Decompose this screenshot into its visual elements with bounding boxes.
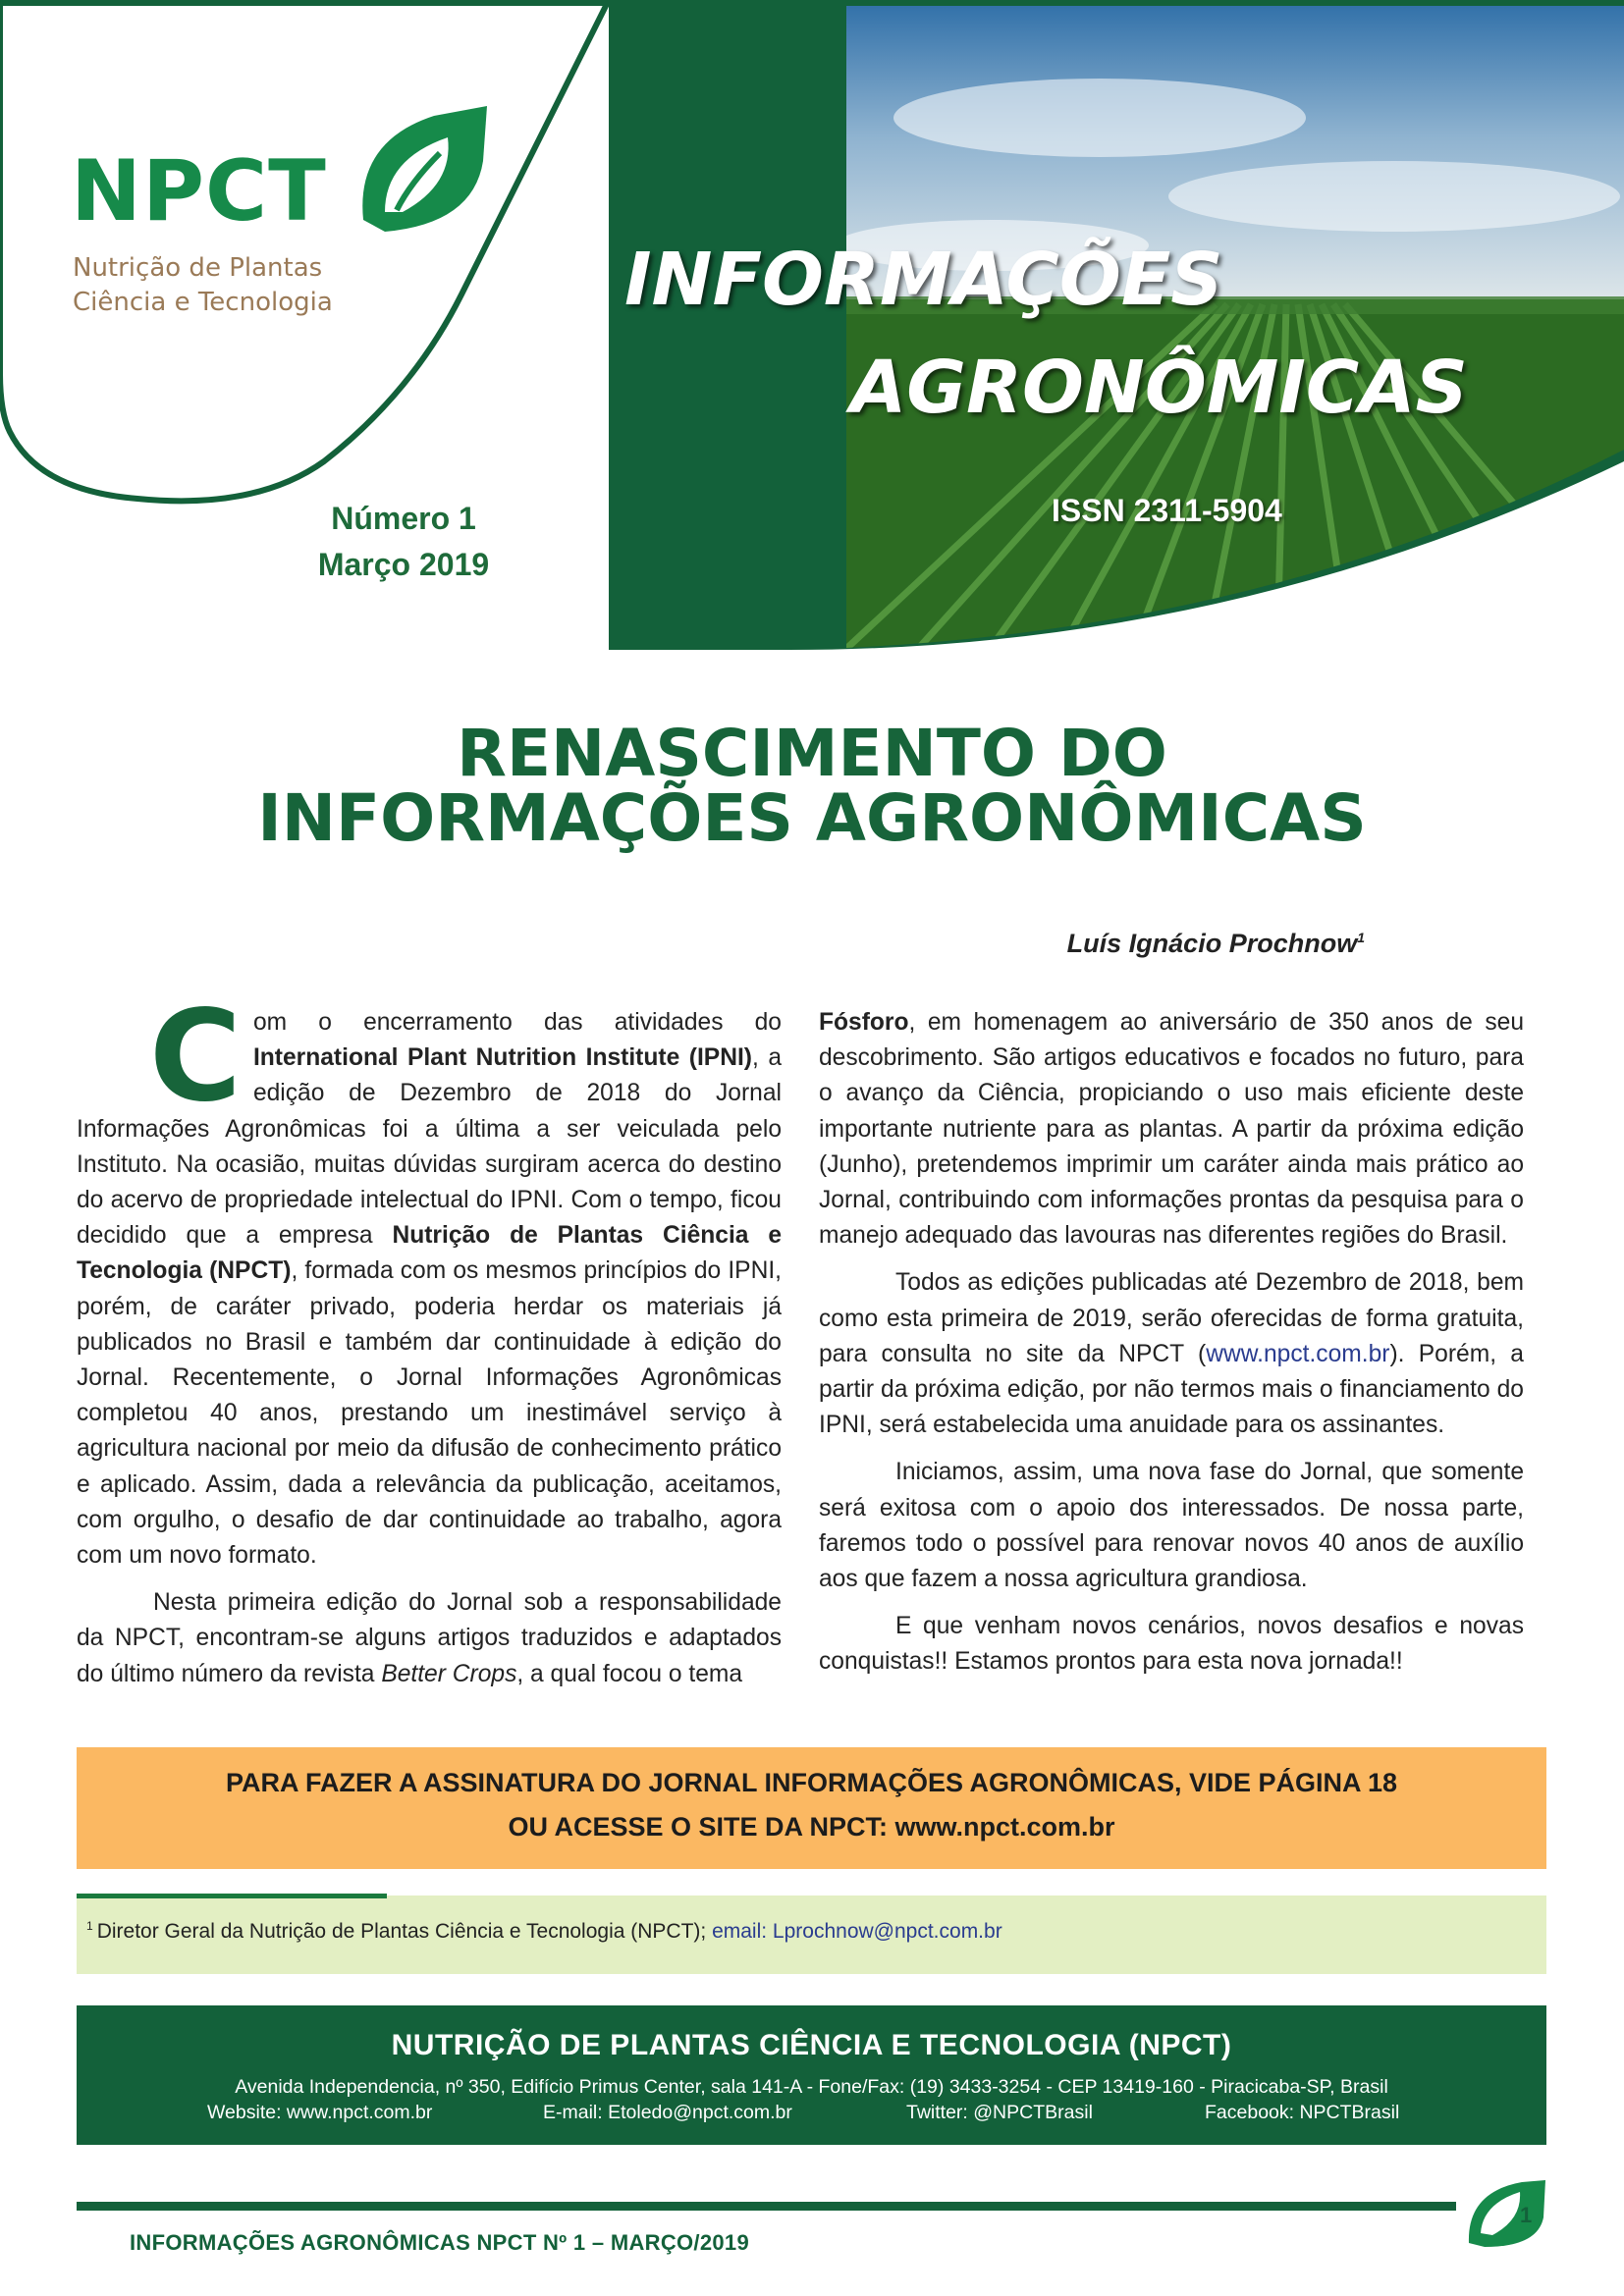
paragraph-1 bbox=[77, 984, 783, 1574]
organization-website-link[interactable]: Website: www.npct.com.br bbox=[207, 2102, 433, 2123]
text-run: , em homenagem ao aniversário de 350 anos de seu descobrimento. São artigos educativos e focados no futuro, para o avanço da Ciência, propiciando o uso mais eficiente deste importante nutriente para as plantas. A partir da próxima edição (Junho), pretendemos imprimir um caráter ainda mais prático ao Jornal, contribuindo com informações prontas da pesquisa para o manejo adequado das lavouras nas diferentes regiões do Brasil. bbox=[819, 1009, 1524, 1250]
npct-site-link[interactable]: www.npct.com.br bbox=[1206, 1340, 1390, 1367]
drop-cap: C bbox=[149, 984, 242, 1130]
paragraph-2 bbox=[77, 1585, 782, 1692]
bold-institute-name: International Plant Nutrition Institute (IPNI) bbox=[252, 1044, 752, 1072]
organization-email-link[interactable]: E-mail: Etoledo@npct.com.br bbox=[543, 2102, 792, 2123]
text-run: , a qual focou o tema bbox=[516, 1660, 743, 1687]
article-column-left bbox=[77, 984, 783, 1704]
masthead-line1: INFORMAÇÕES bbox=[624, 238, 1223, 322]
subscription-notice bbox=[77, 1747, 1546, 1869]
paragraph-5: Iniciamos, assim, uma nova fase do Jornal, que somente será exitosa com o apoio dos interessados. De nossa parte, faremos todo o possível para renovar novos 40 anos de auxílio aos que fazem a nossa agricultura grandiosa. bbox=[819, 1459, 1524, 1593]
text-run: ). Porém, a partir da próxima edição, por não termos mais o financiamento do IPNI, será estabelecida uma anuidade para os assinantes. bbox=[819, 1340, 1524, 1439]
organization-address: Avenida Independencia, nº 350, Edifício Primus Center, sala 141-A - Fone/Fax: (19) 3433-3254 - CEP 13419-160 - Piracicaba-SP, Brasil bbox=[235, 2076, 1388, 2098]
header-banner bbox=[0, 0, 1624, 667]
paragraph-4 bbox=[819, 1265, 1524, 1443]
organization-title: NUTRIÇÃO DE PLANTAS CIÊNCIA E TECNOLOGIA (NPCT) bbox=[391, 2029, 1232, 2061]
logo-subtitle-line1: Nutrição de Plantas bbox=[73, 253, 323, 283]
bold-company-name: Nutrição de Plantas Ciência e Tecnologia (NPCT) bbox=[77, 1222, 782, 1285]
page-number: 1 bbox=[1520, 2203, 1533, 2227]
footnote-mark: 1 bbox=[86, 1919, 93, 1933]
text-run: , a edição de Dezembro de 2018 do Jornal Informações Agronômicas foi a última a ser veiculada pelo Instituto. Na ocasião, muitas dúvidas surgiram acerca do destino do acervo de propriedade intelectual do IPNI. Com o tempo, ficou decidido que a empresa bbox=[77, 1044, 783, 1250]
article-author bbox=[1067, 929, 1365, 959]
paragraph-6: E que venham novos cenários, novos desafios e novas conquistas!! Estamos prontos para esta nova jornada!! bbox=[819, 1613, 1524, 1676]
footnote-text: Diretor Geral da Nutrição de Plantas Ciência e Tecnologia (NPCT); bbox=[96, 1920, 713, 1943]
article-column-right bbox=[819, 1005, 1524, 1692]
footnote bbox=[77, 1896, 1546, 1974]
npct-leaf-logo-icon bbox=[346, 102, 489, 240]
author-footnote-mark: 1 bbox=[1357, 930, 1365, 945]
subscription-line2: OU ACESSE O SITE DA NPCT: www.npct.com.br bbox=[508, 1812, 1115, 1842]
text-run: Nesta primeira edição do Jornal sob a responsabilidade da NPCT, encontram-se alguns artigos traduzidos e adaptados do último número da revista bbox=[77, 1589, 782, 1687]
logo-subtitle-line2: Ciência e Tecnologia bbox=[73, 288, 333, 317]
npct-logo-wordmark: NPCT bbox=[71, 142, 327, 240]
organization-facebook-link[interactable]: Facebook: NPCTBrasil bbox=[1205, 2102, 1400, 2123]
text-run: Todos as edições publicadas até Dezembro de 2018, bem como esta primeira de 2019, serão oferecidas de forma gratuita, para consulta no site da NPCT ( bbox=[819, 1269, 1524, 1367]
author-name: Luís Ignácio Prochnow bbox=[1066, 929, 1358, 958]
italic-magazine-name: Better Crops bbox=[381, 1660, 517, 1687]
organization-twitter-link[interactable]: Twitter: @NPCTBrasil bbox=[906, 2102, 1093, 2123]
issn-label: ISSN 2311-5904 bbox=[1052, 493, 1282, 528]
text-run: om o encerramento das atividades do bbox=[252, 1009, 782, 1036]
page-leaf-icon bbox=[1463, 2178, 1545, 2249]
bottom-rule bbox=[77, 2202, 1456, 2211]
issue-date: Março 2019 bbox=[317, 547, 490, 582]
article-title-line2: INFORMAÇÕES AGRONÔMICAS bbox=[257, 780, 1367, 856]
text-run: , formada com os mesmos princípios do IPNI, porém, de caráter privado, poderia herdar os materiais já publicados no Brasil e também dar continuidade à edição do Jornal. Recentemente, o Jornal Informações Agronômicas completou 40 anos, prestando um inestimável serviço à agricultura nacional por meio da difusão de conhecimento prático e aplicado. Assim, dada a relevância da publicação, aceitamos, com orgulho, o desafio de dar continuidade ao trabalho, agora com um novo formato. bbox=[77, 1257, 782, 1570]
subscription-line1: PARA FAZER A ASSINATURA DO JORNAL INFORMAÇÕES AGRONÔMICAS, VIDE PÁGINA 18 bbox=[225, 1768, 1398, 1797]
masthead-line2: AGRONÔMICAS bbox=[850, 346, 1468, 430]
paragraph-3 bbox=[819, 1005, 1524, 1254]
bold-topic: Fósforo bbox=[819, 1009, 909, 1036]
organization-panel bbox=[77, 2005, 1546, 2145]
article-title bbox=[0, 716, 1624, 856]
article-title-line1: RENASCIMENTO DO bbox=[457, 716, 1167, 791]
footnote-rule bbox=[77, 1894, 387, 1898]
footnote-email-link[interactable]: email: Lprochnow@npct.com.br bbox=[712, 1920, 1002, 1943]
logo-subtitle bbox=[73, 251, 333, 320]
issue-number: Número 1 bbox=[331, 501, 476, 536]
running-footer: INFORMAÇÕES AGRONÔMICAS NPCT Nº 1 – MARÇO/2019 bbox=[130, 2230, 749, 2255]
